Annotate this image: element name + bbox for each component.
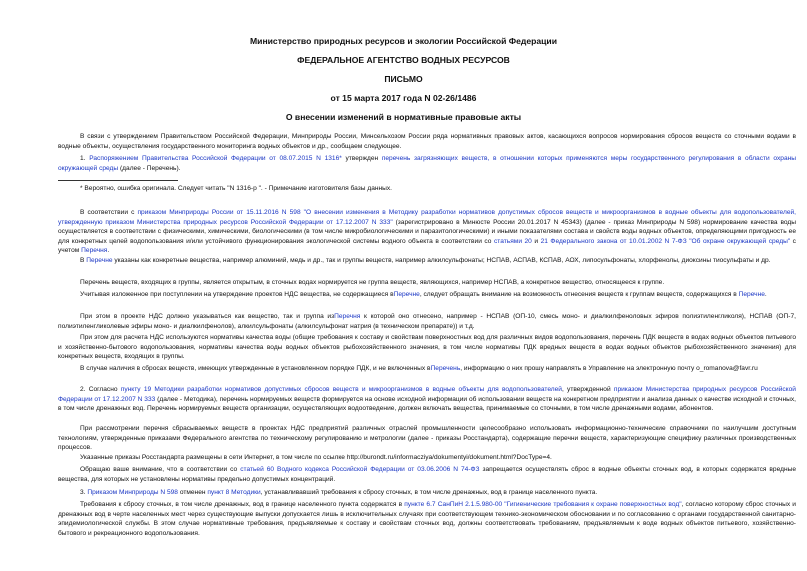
link-order-333[interactable]: приказом Министерства природных ресурсов Российской Федерации от 17.12.2007 N 333 (58, 386, 796, 403)
link-list[interactable]: Перечень (430, 365, 461, 372)
link-federal-law-7fz[interactable]: 21 Федерального закона от 10.01.2002 N 7-ФЗ "Об охране окружающей среды" (540, 237, 791, 245)
paragraph-ndc-review (58, 290, 796, 300)
paragraph-intro: В связи с утверждением Правительством Российской Федерации, Минприроды России, Минсельхозом России ряда нормативных правовых актов, касающихся вопросов нормирования сбросов веществ со сточными водами в водные объекты, осуществления государственного мониторинга водных объектов и др., сообщаем следующее. (58, 133, 796, 150)
paragraph-list-contents (58, 256, 796, 266)
paragraph-text: Учитывая изложенное при поступлении на утверждение проектов НДС вещества, не содержащиеся в (80, 291, 394, 298)
link-order-598[interactable]: Приказом Минприроды N 598 (87, 489, 178, 496)
paragraph-text: Обращаю ваше внимание, что в соответствии со (80, 466, 241, 473)
link-methodology-item-19[interactable]: пункту 19 Методики разработки нормативов допустимых сбросов веществ и микроорганизмов в водные объекты для водопользователей (120, 386, 562, 393)
link-list[interactable]: Перечне (86, 257, 113, 264)
paragraph-text: В соответствии с (80, 209, 138, 216)
paragraph-text: отменен (177, 489, 208, 496)
link-pollutants-list[interactable]: перечень загрязняющих веществ, в отношении которых применяются меры государственного регулирования в области охраны окружающей среды (58, 155, 796, 172)
paragraph-text: , информацию о них прошу направлять в Управление на электронную почту o_romanova@favr.ru (460, 365, 758, 372)
paragraph-groups: Перечень веществ, входящих в группы, является открытым, в сточных водах нормируется не группа веществ, являющихся, например НСПАВ, а конкретное вещество, относящееся к группе. (80, 279, 665, 286)
paragraph-text: 3. (80, 489, 88, 496)
paragraph-text: указаны как конкретные вещества, например алюминий, медь и др., так и группы веществ, например алкилсульфонаты; НСПАВ, АСПАВ, КСПАВ, АОХ, липосульфонаты, хлорфенолы, диоксины тиосульфаты и др. (112, 257, 771, 264)
paragraph-bat-handbooks: При рассмотрении перечня сбрасываемых веществ в проектах НДС предприятий различных отраслей промышленности целесообразно использовать информационно-технические справочники по наилучшим доступным технологиям, утвержденные приказами Федерального агентства по техническому регулированию и метрологии (далее - приказы Росстандарта), содержащие перечни веществ, характеризующие специфику различных производственных процессов. (58, 425, 796, 451)
paragraph-1 (58, 154, 796, 173)
paragraph-text: . (107, 247, 110, 254)
document-subject: О внесении изменений в нормативные правовые акты (285, 112, 522, 122)
agency-title: ФЕДЕРАЛЬНОЕ АГЕНТСТВО ВОДНЫХ РЕСУРСОВ (297, 55, 510, 65)
link-methodology-item-8[interactable]: пункт 8 Методики (207, 489, 261, 496)
paragraph-text: к которой оно отнесено, например - НСПАВ (ОП-10, смесь моно- и диалкилфеноловых эфиров полиэтиленгликоля), НСПАВ (ОП-7, полиэтиленгликолевые эфиры моно- и диалкилфенолов), алкилсульфонаты (алкилсульфонат натрия (в техническом препарате)) и т.д. (58, 313, 796, 330)
paragraph-order-598 (58, 208, 796, 256)
paragraph-text: В (80, 257, 87, 264)
document-type: ПИСЬМО (384, 74, 423, 84)
paragraph-text: с учетом (58, 237, 796, 254)
paragraph-text: . (764, 291, 767, 298)
link-article-20[interactable]: статьями 20 (494, 237, 532, 245)
paragraph-sanpin (58, 500, 796, 538)
link-list[interactable]: Перечне (393, 291, 420, 298)
paragraph-text: , согласно которому сброс сточных и дренажных вод в черте населенных мест через существующие выпуски допускается лишь в исключительных случаях при соответствующем технико-экономическом обосновании и по согласованию с органами государственной санитарно-эпидемиологической службы. В этом случае нормативные требования, предъявляемые к составу и свойствам сточных вод, должны соответствовать требованиям, предъявляемым к воде водных объектов питьевого, хозяйственно-бытового и рекреационного водопользования. (58, 501, 796, 537)
footnote-divider (58, 180, 178, 181)
paragraph-text: (далее - Методика), перечень нормируемых веществ формируется на основе исходной информации об использовании веществ на конкретном предприятии и анализа данных о качестве исходной и сточных, в том числе дренажных вод. Перечень нормируемых веществ организации, осуществляющих водоотведение, должен включать вещества, принимаемые со сточными, в том числе дренажными водами, абонентов. (58, 395, 796, 412)
paragraph-text: 2. Согласно (80, 386, 121, 393)
paragraph-text: утвержден (341, 155, 382, 162)
link-order-1316[interactable]: Распоряжением Правительства Российской Федерации от 08.07.2015 N 1316* (89, 155, 342, 162)
paragraph-text: и (531, 237, 541, 245)
paragraph-2 (58, 385, 796, 414)
link-water-code-article-60[interactable]: статьей 60 Водного кодекса Российской Федерации от 03.06.2006 N 74-ФЗ (240, 466, 480, 473)
paragraph-text: (зарегистрировано в Минюсте России 20.01.2017 N 45343) (далее - приказ Минприроды N 598) нормирование качества воды осуществляется в соответствии с физическими, химическими, биологическими (в том числе микробиологическими и паразитологическими) и иными показателями состава и свойств воды водных объектов, определяющими пригодность ее для конкретных целей водопользования и/или устойчивого функционирования экологической системы водного объекта в соответствии со (58, 218, 797, 245)
paragraph-text: , утвержденной (561, 386, 614, 393)
paragraph-text: , устанавливавший требования к сбросу сточных, в том числе дренажных, вод в границе населенного пункта. (260, 489, 598, 496)
document-date-number: от 15 марта 2017 года N 02-26/1486 (330, 93, 477, 103)
paragraph-internet-link: Указанные приказы Росстандарта размещены в сети Интернет, в том числе по ссылке http://burondt.ru/informacziya/dokumentyi/dokument.html?DocType=4. (80, 454, 552, 461)
footnote: * Вероятно, ошибка оригинала. Следует читать "N 1316-р ". - Примечание изготовителя базы данных. (80, 185, 393, 192)
paragraph-water-code (58, 465, 796, 484)
link-order-598[interactable]: приказом Минприроды России от 15.11.2016 N 598 "О внесении изменения в Методику разработки нормативов допустимых сбросов веществ и микроорганизмов в водные объекты для водопользователей, утвержденную приказом Министерства природных ресурсов Российской Федерации от 17.12.2007 N 333" (58, 209, 797, 226)
link-list[interactable]: Перечне (738, 291, 765, 298)
link-list[interactable]: Перечня (334, 313, 361, 320)
paragraph-water-quality: При этом для расчета НДС используются нормативы качества воды (общие требования к составу и свойствам поверхностных вод для различных видов водопользования, перечень ПДК веществ в водах водных объектов питьевого и хозяйственно-бытового водопользования, нормативы качества воды водных объектов рыбохозяйственного значения, в том числе нормативы ПДК вредных веществ в водах водных объектов рыбохозяйственного значения) для конкретных веществ, входящих в группы. (58, 334, 796, 360)
paragraph-pdk-info (58, 364, 796, 374)
link-list[interactable]: Перечня (81, 247, 108, 254)
paragraph-text: , следует обращать внимание на возможность отнесения веществ к группам веществ, содержащихся в (419, 291, 739, 298)
ministry-title: Министерство природных ресурсов и экологии Российской Федерации (250, 36, 557, 46)
paragraph-3 (58, 488, 796, 498)
paragraph-text: (далее - Перечень). (118, 164, 181, 172)
paragraph-text: В случае наличия в сбросах веществ, имеющих утвержденные в установленном порядке ПДК, и не включенных в (80, 365, 431, 372)
paragraph-text: При этом в проекте НДС должно указываться как вещество, так и группа из (80, 313, 335, 320)
link-sanpin[interactable]: пункте 6.7 СанПиН 2.1.5.980-00 "Гигиенические требования к охране поверхностных вод" (404, 501, 682, 508)
paragraph-text: запрещается осуществлять сброс в водные объекты сточных вод, в которых содержатся вредные вещества, для которых не установлены нормативы предельно допустимых концентраций. (58, 466, 796, 483)
paragraph-text: 1. (80, 155, 90, 162)
paragraph-text: Требования к сбросу сточных, в том числе дренажных, вод в границе населенного пункта содержатся в (80, 501, 405, 508)
paragraph-ndc-example (58, 312, 796, 331)
